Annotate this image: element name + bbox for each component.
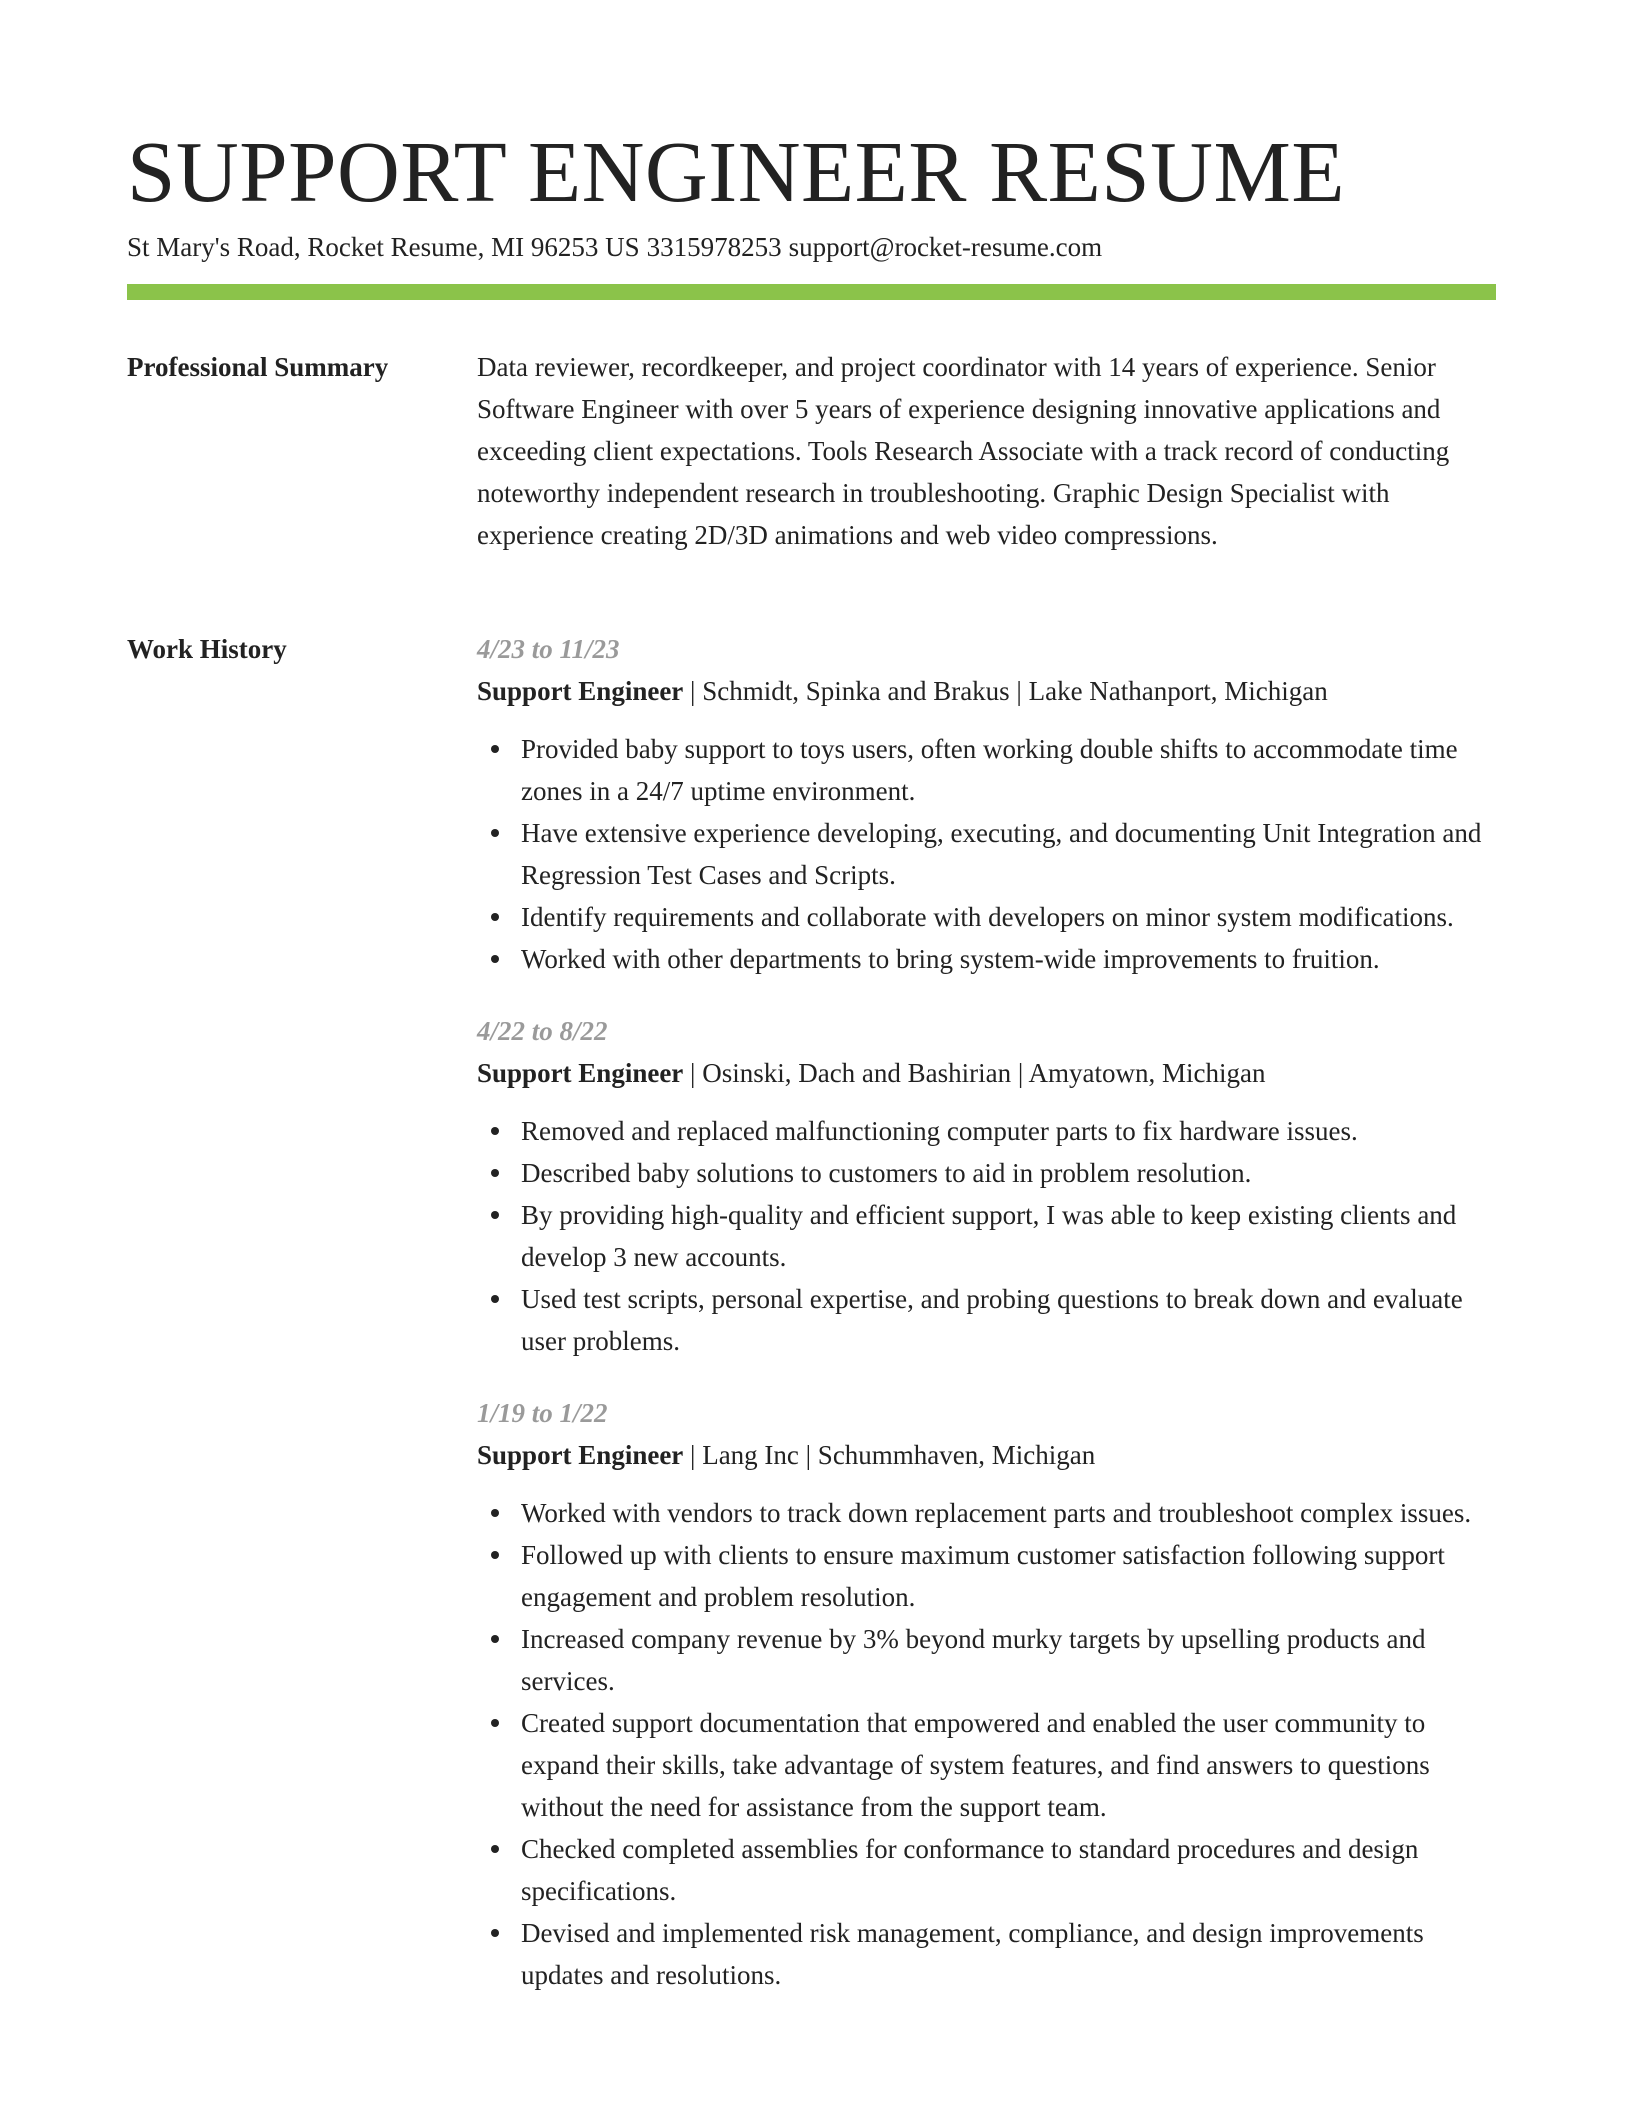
job-bullet: Worked with other departments to bring system-wide improvements to fruition. <box>521 938 1496 980</box>
job-bullet: Have extensive experience developing, executing, and documenting Unit Integration and Regression Test Cases and Scripts. <box>521 812 1496 896</box>
summary-text: Data reviewer, recordkeeper, and project coordinator with 14 years of experience. Senior Software Engineer with over 5 years of experience designing innovative applications and exceeding client expectations. Tools Research Associate with a track record of conducting noteworthy independent research in troubleshooting. Graphic Design Specialist with experience creating 2D/3D animations and web video compressions. <box>477 352 1450 550</box>
job-bullets <box>477 1110 1496 1362</box>
job-bullet: Created support documentation that empowered and enabled the user community to expand their skills, take advantage of system features, and find answers to questions without the need for assistance from the support team. <box>521 1702 1496 1828</box>
job-title: Support Engineer <box>477 676 684 706</box>
professional-summary-body <box>477 346 1496 556</box>
job-bullet: Devised and implemented risk management, compliance, and design improvements updates and resolutions. <box>521 1912 1496 1996</box>
job-bullets <box>477 728 1496 980</box>
job-bullet: Removed and replaced malfunctioning computer parts to fix hardware issues. <box>521 1110 1496 1152</box>
job-details: | Osinski, Dach and Bashirian | Amyatown, Michigan <box>683 1058 1266 1088</box>
job-entry <box>477 1392 1496 1996</box>
job-bullet: By providing high-quality and efficient support, I was able to keep existing clients and develop 3 new accounts. <box>521 1194 1496 1278</box>
job-bullet: Identify requirements and collaborate with developers on minor system modifications. <box>521 896 1496 938</box>
contact-line <box>127 230 1102 264</box>
job-title: Support Engineer <box>477 1440 684 1470</box>
job-details: | Lang Inc | Schummhaven, Michigan <box>683 1440 1096 1470</box>
job-dates: 4/23 to 11/23 <box>477 634 620 664</box>
job-bullet: Followed up with clients to ensure maximum customer satisfaction following support engagement and problem resolution. <box>521 1534 1496 1618</box>
contact-email: support@rocket-resume.com <box>788 232 1103 262</box>
section-label-work-history: Work History <box>127 634 287 664</box>
job-bullet: Increased company revenue by 3% beyond murky targets by upselling products and services. <box>521 1618 1496 1702</box>
job-heading <box>477 1434 1496 1476</box>
job-bullet: Provided baby support to toys users, often working double shifts to accommodate time zones in a 24/7 uptime environment. <box>521 728 1496 812</box>
job-details: | Schmidt, Spinka and Brakus | Lake Nathanport, Michigan <box>683 676 1328 706</box>
job-bullet: Described baby solutions to customers to aid in problem resolution. <box>521 1152 1496 1194</box>
section-label-professional-summary: Professional Summary <box>127 352 389 382</box>
resume-title: SUPPORT ENGINEER RESUME <box>127 123 1345 220</box>
job-bullet: Checked completed assemblies for conformance to standard procedures and design specifications. <box>521 1828 1496 1912</box>
job-bullets <box>477 1492 1496 1996</box>
job-dates: 4/22 to 8/22 <box>477 1016 608 1046</box>
job-heading <box>477 1052 1496 1094</box>
job-entry <box>477 1010 1496 1362</box>
contact-address: St Mary's Road, Rocket Resume, MI 96253 US <box>127 232 640 262</box>
job-bullet: Used test scripts, personal expertise, and probing questions to break down and evaluate user problems. <box>521 1278 1496 1362</box>
work-history-body <box>477 628 1496 2026</box>
contact-phone: 3315978253 <box>646 232 782 262</box>
header-divider <box>127 284 1496 300</box>
job-bullet: Worked with vendors to track down replacement parts and troubleshoot complex issues. <box>521 1492 1496 1534</box>
job-entry <box>477 628 1496 980</box>
job-title: Support Engineer <box>477 1058 684 1088</box>
job-dates: 1/19 to 1/22 <box>477 1398 608 1428</box>
job-heading <box>477 670 1496 712</box>
